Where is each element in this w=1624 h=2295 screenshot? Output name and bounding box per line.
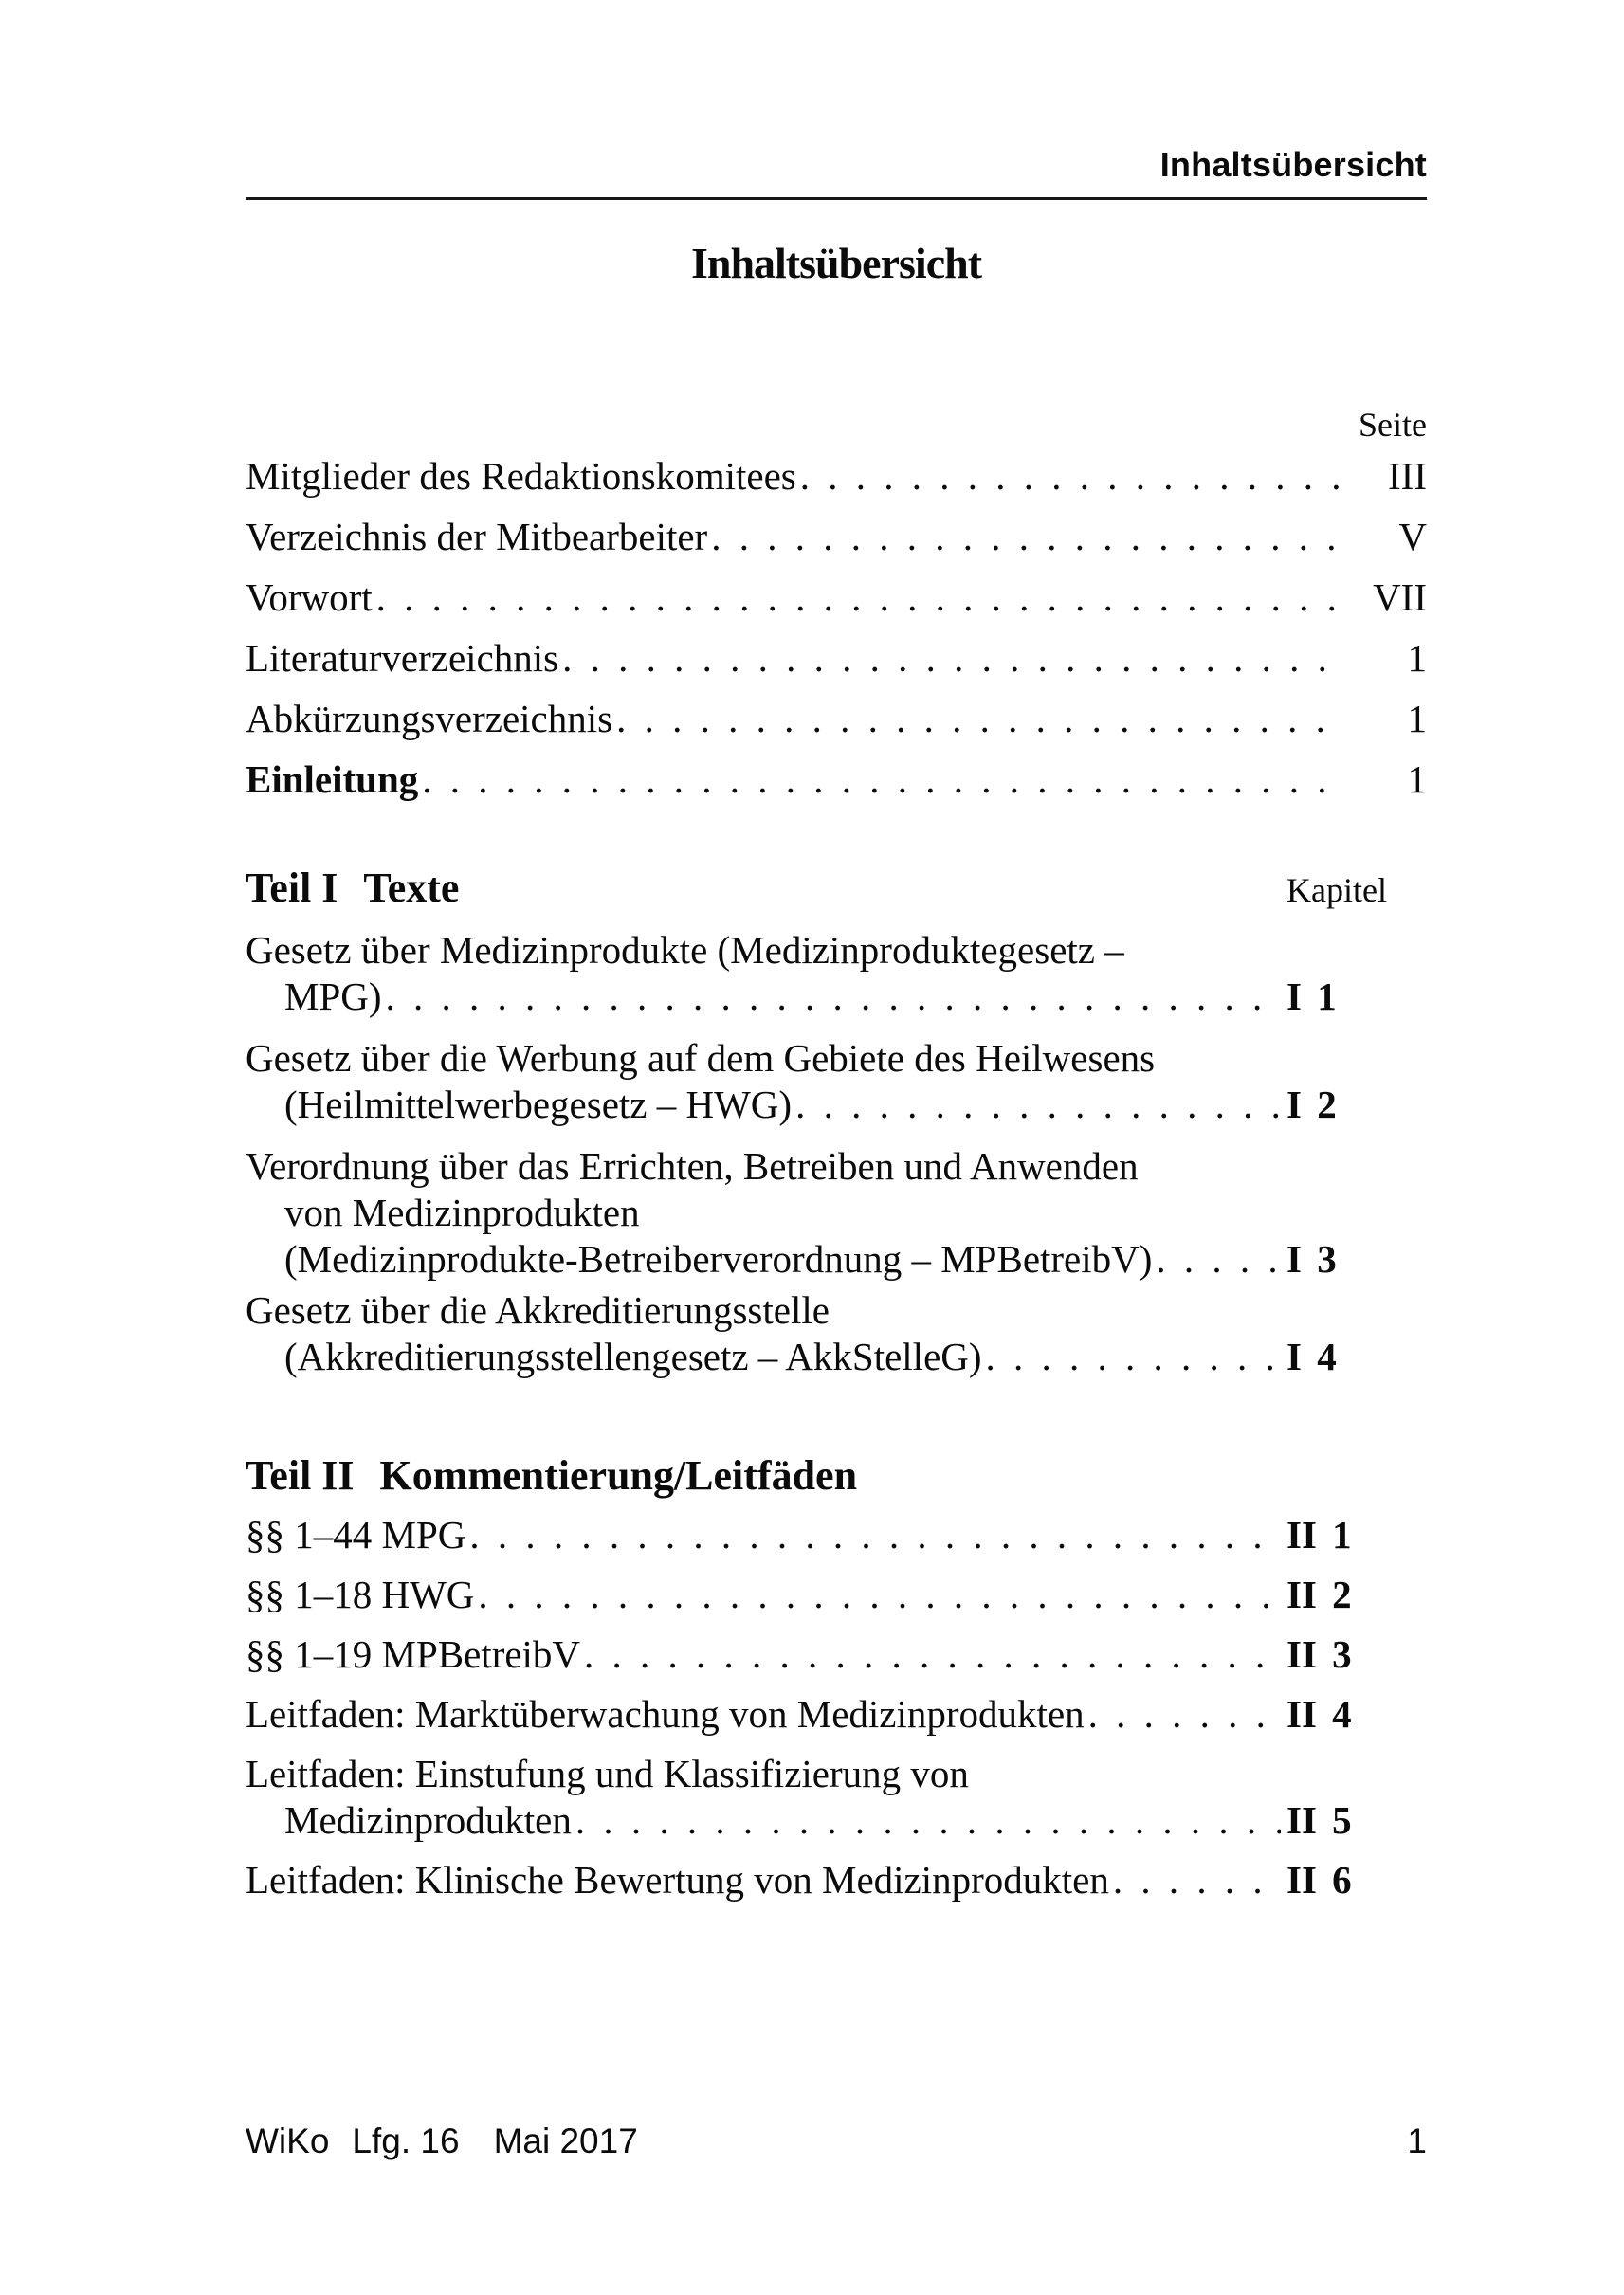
entry-line: von Medizinprodukten xyxy=(284,1191,640,1234)
seite-column-label: Seite xyxy=(1359,406,1427,444)
header-rule xyxy=(246,197,1427,200)
entry-label: Einleitung xyxy=(246,757,419,801)
chapter-number: I 4 xyxy=(1286,1335,1337,1378)
entry-last-line xyxy=(246,974,1427,1020)
page-number: V xyxy=(1398,515,1427,558)
toc-entry xyxy=(246,1751,1427,1844)
toc-entry xyxy=(246,1572,1427,1618)
entry-line: (Heilmittelwerbegesetz – HWG) xyxy=(284,1083,793,1126)
entry-line: (Medizinprodukte-Betreiberverordnung – MPBetreibV) xyxy=(284,1237,1153,1281)
toc-entry xyxy=(246,1857,1427,1903)
chapter-number: I 3 xyxy=(1286,1237,1337,1281)
entry-line: Verordnung über das Errichten, Betreiben und Anwenden xyxy=(246,1144,1139,1188)
part-label: Teil I xyxy=(246,865,338,911)
footer-publisher: WiKo xyxy=(246,2122,330,2160)
toc-entry xyxy=(246,1631,1427,1678)
page-number: 1 xyxy=(1407,697,1427,740)
footer-date: Mai 2017 xyxy=(493,2122,638,2160)
page-number: 1 xyxy=(1407,636,1427,680)
dot-leader xyxy=(386,974,1281,1020)
toc-entry xyxy=(246,506,1427,567)
toc-entry xyxy=(246,1512,1427,1558)
page-number: 1 xyxy=(1407,757,1427,801)
chapter-number: II 2 xyxy=(1286,1573,1352,1616)
kapitel-column-label: Kapitel xyxy=(1286,871,1387,909)
chapter-number: I 1 xyxy=(1286,974,1337,1018)
entry-label: Verzeichnis der Mitbearbeiter xyxy=(246,515,708,558)
part-title: Kommentierung/Leitfäden xyxy=(379,1452,858,1499)
running-title: Inhaltsübersicht xyxy=(1159,145,1427,184)
part2-entry-list xyxy=(246,1512,1427,1903)
dot-leader xyxy=(478,1572,1281,1618)
entry-last-line xyxy=(246,1631,1427,1678)
dot-leader xyxy=(469,1512,1281,1558)
page-title: Inhaltsübersicht xyxy=(690,239,982,287)
footer-page-number: 1 xyxy=(1407,2122,1427,2160)
entry-line: Leitfaden: Klinische Bewertung von Medizinprodukten xyxy=(246,1858,1109,1902)
entry-last-line xyxy=(246,1082,1427,1128)
toc-entry xyxy=(246,688,1427,749)
dot-leader xyxy=(800,446,1341,506)
dot-leader xyxy=(1156,1236,1281,1283)
toc-entry xyxy=(246,1287,1427,1380)
entry-last-line xyxy=(246,1691,1427,1738)
page-number: VII xyxy=(1373,575,1427,619)
entry-label: Vorwort xyxy=(246,575,373,619)
dot-leader xyxy=(795,1082,1281,1128)
entry-line: §§ 1–19 MPBetreibV xyxy=(246,1632,581,1676)
part-label: Teil II xyxy=(246,1452,355,1499)
dot-leader xyxy=(1088,1691,1281,1738)
page-footer xyxy=(246,2122,1427,2161)
toc-entry xyxy=(246,1035,1427,1128)
dot-leader xyxy=(711,506,1341,567)
entry-last-line xyxy=(246,1334,1427,1380)
page-number: III xyxy=(1388,454,1427,498)
dot-leader xyxy=(616,688,1341,749)
entry-line: Leitfaden: Einstufung und Klassifizierung von xyxy=(246,1752,969,1795)
entry-last-line xyxy=(246,1236,1427,1283)
part1-entry-list xyxy=(246,927,1427,1380)
entry-label: Mitglieder des Redaktionskomitees xyxy=(246,454,796,498)
chapter-number: II 3 xyxy=(1286,1632,1352,1676)
chapter-number: II 4 xyxy=(1286,1692,1352,1736)
footer-issue: Lfg. 16 xyxy=(352,2122,460,2160)
entry-line: §§ 1–44 MPG xyxy=(246,1513,466,1557)
front-matter-list xyxy=(246,446,1427,810)
entry-label: Abkürzungsverzeichnis xyxy=(246,697,613,740)
chapter-number: II 5 xyxy=(1286,1798,1352,1842)
entry-last-line xyxy=(246,1857,1427,1903)
dot-leader xyxy=(562,628,1341,688)
toc-entry xyxy=(246,927,1427,1020)
entry-line: Leitfaden: Marktüberwachung von Medizinprodukten xyxy=(246,1692,1085,1736)
entry-line: MPG) xyxy=(284,974,382,1018)
entry-last-line xyxy=(246,1512,1427,1558)
entry-line: Gesetz über Medizinprodukte (Medizinproduktegesetz – xyxy=(246,928,1124,972)
chapter-number: II 6 xyxy=(1286,1858,1352,1902)
entry-line: (Akkreditierungsstellengesetz – AkkStelleG) xyxy=(284,1335,982,1378)
dot-leader xyxy=(584,1631,1281,1678)
entry-label: Literaturverzeichnis xyxy=(246,636,559,680)
entry-line: Medizinprodukten xyxy=(284,1798,572,1842)
dot-leader xyxy=(376,567,1341,628)
dot-leader xyxy=(986,1334,1281,1380)
toc-entry xyxy=(246,1691,1427,1738)
toc-entry xyxy=(246,567,1427,628)
part-title: Texte xyxy=(363,865,460,911)
chapter-number: II 1 xyxy=(1286,1513,1352,1557)
dot-leader xyxy=(1113,1857,1281,1903)
dot-leader xyxy=(575,1797,1281,1844)
dot-leader xyxy=(422,749,1341,810)
toc-entry xyxy=(246,446,1427,506)
chapter-number: I 2 xyxy=(1286,1083,1337,1126)
toc-entry xyxy=(246,749,1427,810)
part1-heading xyxy=(246,864,1427,915)
toc-entry xyxy=(246,1143,1427,1283)
part2-heading xyxy=(246,1451,1427,1501)
entry-line: Gesetz über die Akkreditierungsstelle xyxy=(246,1288,830,1332)
entry-line: §§ 1–18 HWG xyxy=(246,1573,475,1616)
page-content xyxy=(246,0,1427,2295)
entry-last-line xyxy=(246,1797,1427,1844)
entry-last-line xyxy=(246,1572,1427,1618)
toc-entry xyxy=(246,628,1427,688)
entry-line: Gesetz über die Werbung auf dem Gebiete des Heilwesens xyxy=(246,1036,1156,1080)
